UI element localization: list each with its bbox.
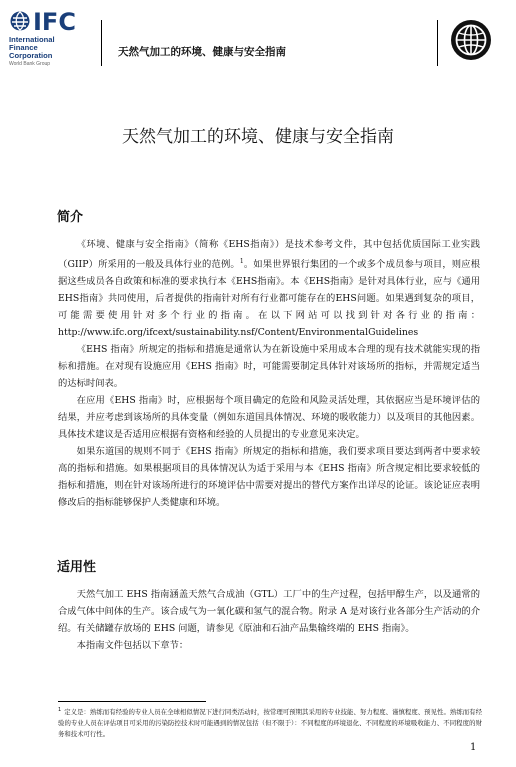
- footnote: [58, 705, 482, 740]
- paragraph: 本指南文件包括以下章节：: [76, 640, 189, 651]
- ifc-logo: [9, 10, 99, 66]
- world-bank-globe-icon: [450, 19, 492, 61]
- ifc-abbreviation: IFC: [33, 8, 76, 36]
- section-heading-introduction: 简介: [57, 210, 84, 225]
- applicability-body: [58, 586, 480, 654]
- footnote-number: 1: [58, 707, 62, 713]
- page-number: 1: [470, 742, 477, 753]
- introduction-body: [58, 236, 480, 511]
- footnote-reference[interactable]: 1: [239, 258, 244, 265]
- world-bank-group-label: World Bank Group: [9, 61, 51, 67]
- document-title: 天然气加工的环境、健康与安全指南: [122, 127, 394, 147]
- footnote-text: 定义是：熟练而有经验的专业人员在全球相似情况下进行同类活动时，按常理可预期其采用的专业技能、努力程度、谨慎程度、预见性。熟练而有经验的专业人员在评估项目可采用的污染防控技术时可能遇到的情况包括（但不限于）：不同程度的环境退化、不同程度的环境吸收能力、不同程度的财务和技术可行性。: [58, 708, 482, 739]
- running-header-title: 天然气加工的环境、健康与安全指南: [118, 46, 286, 58]
- paragraph: 如果东道国的规则不同于《EHS 指南》所规定的指标和措施，我们要求项目要达到两者中要求较高的指标和措施。如果根据项目的具体情况认为适于采用与本《EHS 指南》所含规定相比要求较低的指标和措施，则在针对该场所进行的环境评估中需要对提出的替代方案作出详尽的论证。该论证应表明修改后的指标能够保护人类健康和环境。: [58, 446, 480, 509]
- ifc-full-name: International Finance Corporation: [9, 35, 55, 60]
- header-divider-left: [101, 20, 102, 66]
- paragraph: 《环境、健康与安全指南》（简称《EHS指南》）是技术参考文件，其中包括优质国际工业实践（GIIP）所采用的一般及具体行业的范例。$^1$。如果世界银行集团的一个或多个成员参与项目，则应根据这些成员各自政策和标准的要求执行本《EHS指南》。本《EHS指南》是针对具体行业，应与《通用EHS指南》共同使用，后者提供的指南针对所有行业都可能存在的EHS问题。如果遇到复杂的项目，可能需要使用针对多个行业的指南。在以下网站可以找到针对各行业的指南：http://www.ifc.org/ifcext/sustainability.nsf/Content/EnvironmentalGuidelines: [58, 239, 480, 339]
- page-header: [0, 0, 516, 74]
- header-divider-right: [437, 20, 438, 66]
- ifc-globe-icon: [9, 10, 31, 32]
- paragraph: 在应用《EHS 指南》时，应根据每个项目确定的危险和风险灵活处理，其依据应当是环境评估的结果，并应考虑到该场所的具体变量（例如东道国具体情况、环境的吸收能力）以及项目的其他因素。具体技术建议是否适用应根据有资格和经验的人员提出的专业意见来决定。: [58, 395, 480, 441]
- footnote-divider: [58, 701, 206, 702]
- section-heading-applicability: 适用性: [57, 560, 97, 575]
- paragraph: 天然气加工 EHS 指南涵盖天然气合成油（GTL）工厂中的生产过程，包括甲醇生产，以及通常的合成气体中间体的生产。该合成气为一氧化碳和氢气的混合物。附录 A 是对该行业各部分生产活动的介绍。有关储罐存放场的 EHS 问题，请参见《原油和石油产品集输终端的 EHS 指南》。: [58, 589, 480, 634]
- paragraph: 《EHS 指南》所规定的指标和措施是通常认为在新设施中采用成本合理的现有技术就能实现的指标和措施。在对现有设施应用《EHS 指南》时，可能需要制定具体针对该场所的指标，并需规定适当的达标时间表。: [58, 344, 480, 390]
